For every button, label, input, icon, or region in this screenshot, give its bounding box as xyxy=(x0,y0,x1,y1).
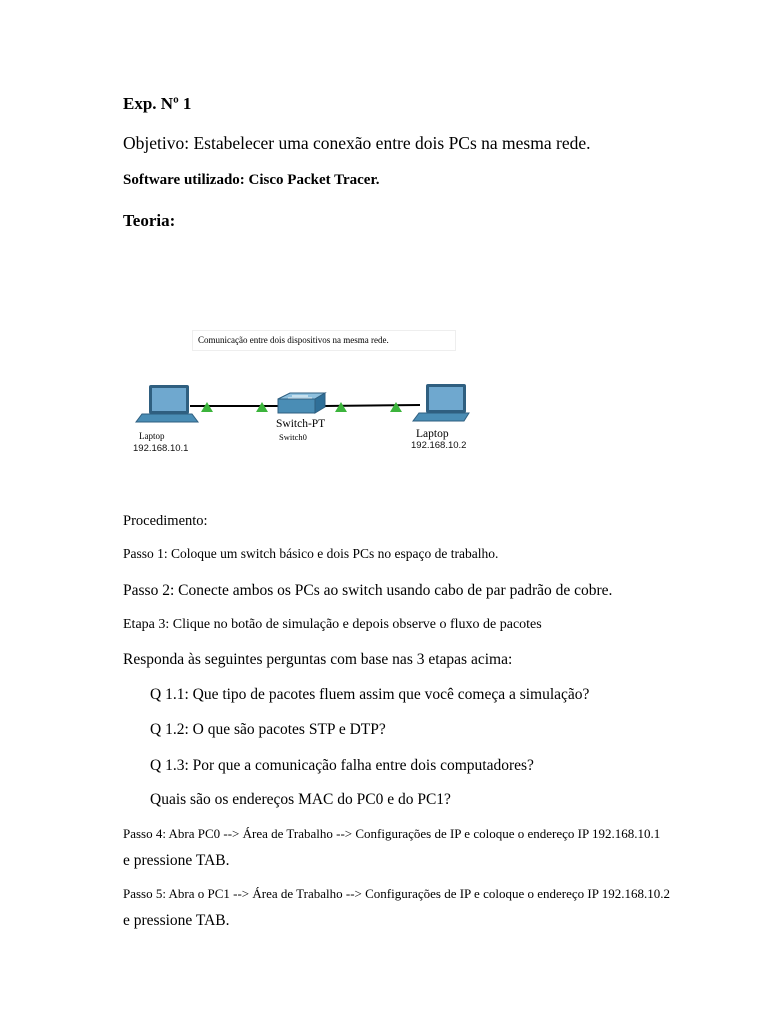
link-status-icon xyxy=(390,402,402,412)
link-right xyxy=(324,405,420,406)
question-1-3: Q 1.3: Por que a comunicação falha entre dois computadores? xyxy=(150,757,534,774)
procedure-heading: Procedimento: xyxy=(123,513,208,529)
objective-text: Objetivo: Estabelecer uma conexão entre dois PCs na mesma rede. xyxy=(123,133,591,153)
step-2: Passo 2: Conecte ambos os PCs ao switch usando cabo de par padrão de cobre. xyxy=(123,582,613,599)
link-status-icon xyxy=(335,402,347,412)
step-1: Passo 1: Coloque um switch básico e dois PCs no espaço de trabalho. xyxy=(123,546,499,561)
switch-name-label: Switch0 xyxy=(279,432,307,442)
switch-type-label: Switch-PT xyxy=(276,418,326,430)
step-4: Passo 4: Abra PC0 --> Área de Trabalho --> Configurações de IP e coloque o endereço IP 192.168.10.1 xyxy=(123,826,661,841)
switch-icon xyxy=(278,393,325,413)
left-device-type: Laptop xyxy=(139,431,165,441)
theory-heading: Teoria: xyxy=(123,211,176,230)
step-5: Passo 5: Abra o PC1 --> Área de Trabalho --> Configurações de IP e coloque o endereço IP 192.168.10.2 xyxy=(123,886,670,901)
laptop-left-icon xyxy=(136,385,198,422)
experiment-number: Exp. Nº 1 xyxy=(123,94,192,113)
step-3: Etapa 3: Clique no botão de simulação e depois observe o fluxo de pacotes xyxy=(123,617,542,632)
diagram-caption: Comunicação entre dois dispositivos na mesma rede. xyxy=(198,335,389,345)
answer-intro: Responda às seguintes perguntas com base nas 3 etapas acima: xyxy=(123,651,513,668)
laptop-right-icon xyxy=(413,384,469,421)
network-diagram xyxy=(120,325,480,460)
step-5-continued: e pressione TAB. xyxy=(123,912,230,929)
question-1-2: Q 1.2: O que são pacotes STP e DTP? xyxy=(150,721,386,738)
step-4-continued: e pressione TAB. xyxy=(123,852,230,869)
software-text: Software utilizado: Cisco Packet Tracer. xyxy=(123,172,380,188)
right-device-ip: 192.168.10.2 xyxy=(411,440,467,451)
question-mac: Quais são os endereços MAC do PC0 e do PC1? xyxy=(150,791,451,808)
left-device-ip: 192.168.10.1 xyxy=(133,443,189,454)
right-device-type: Laptop xyxy=(416,428,449,440)
question-1-1: Q 1.1: Que tipo de pacotes fluem assim que você começa a simulação? xyxy=(150,686,590,703)
